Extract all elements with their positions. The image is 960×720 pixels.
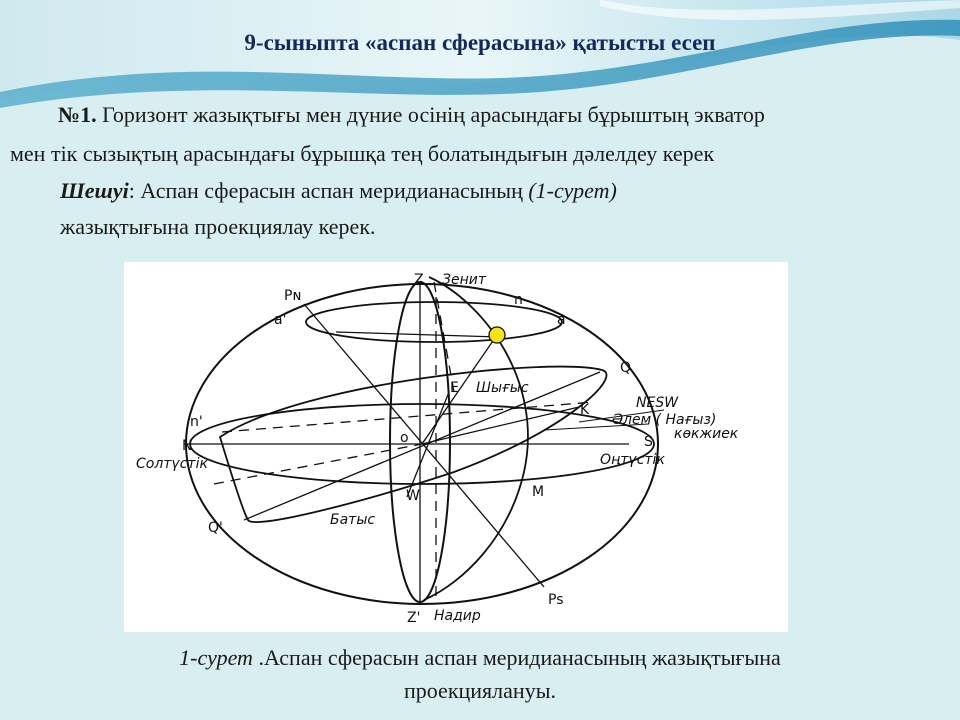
daily-parallel <box>306 302 562 342</box>
label-m: M <box>532 484 545 500</box>
solution-text-a: : Аспан сферасын аспан меридианасының <box>128 178 529 203</box>
caption-ref: 1-сурет <box>179 645 253 670</box>
figure-caption-line-1 <box>0 645 960 671</box>
label-k: K <box>580 402 590 418</box>
k-line <box>422 407 579 444</box>
label-horizon-1: Әлем ( Нағыз) <box>612 412 717 428</box>
solution-line-1 <box>60 178 617 204</box>
label-z: Z <box>414 272 424 288</box>
caption-text: .Аспан сферасын аспан меридианасының жазықтығына <box>252 645 781 670</box>
label-horizon-2: көкжиек <box>674 426 739 442</box>
label-west: Батыс <box>330 512 376 528</box>
label-a: a <box>557 312 566 328</box>
problem-number: №1. <box>58 102 97 127</box>
label-a-prime: a' <box>274 312 287 328</box>
label-w: W <box>406 488 420 504</box>
problem-line-1 <box>58 102 765 128</box>
label-n-prime: n' <box>190 414 203 430</box>
sun-marker <box>489 327 505 343</box>
problem-text-1: Горизонт жазықтығы мен дүние осінің арасындағы бұрыштың экватор <box>96 102 765 127</box>
label-p-north: Pɴ <box>284 288 302 304</box>
label-south-word: Оңтүстік <box>600 452 665 468</box>
label-east: Шығыс <box>476 380 529 396</box>
label-p-south: Ps <box>548 592 564 608</box>
almucantar-chord <box>336 332 499 337</box>
label-north-word: Солтүстік <box>136 456 208 472</box>
label-q-prime: Q' <box>208 520 223 536</box>
label-n-small: n <box>514 292 523 308</box>
label-nadir: Надир <box>434 608 481 624</box>
equator-diameter <box>244 372 600 520</box>
label-nesw: NESW <box>636 395 679 411</box>
label-s: S <box>644 434 653 450</box>
label-q: Q <box>620 360 632 376</box>
problem-line-2: мен тік сызықтың арасындағы бұрышқа тең болатындығын дәлелдеу керек <box>10 141 715 166</box>
solution-line-2: жазықтығына проекциялау керек. <box>60 214 376 239</box>
solution-label: Шешуі <box>60 178 129 203</box>
slide-title: 9-сыныпта «аспан сферасына» қатысты есеп <box>244 30 716 55</box>
celestial-sphere-figure <box>124 262 788 632</box>
label-north: N <box>182 438 193 454</box>
label-zenith: Зенит <box>442 272 486 288</box>
label-nadir-z: Z' <box>407 610 421 626</box>
figure-caption-line-2: проекциялануы. <box>404 678 556 703</box>
label-o: o <box>400 430 409 446</box>
celestial-sphere-diagram <box>124 262 788 632</box>
label-e: E <box>450 380 459 396</box>
solution-figure-ref: (1-сурет) <box>528 178 617 203</box>
